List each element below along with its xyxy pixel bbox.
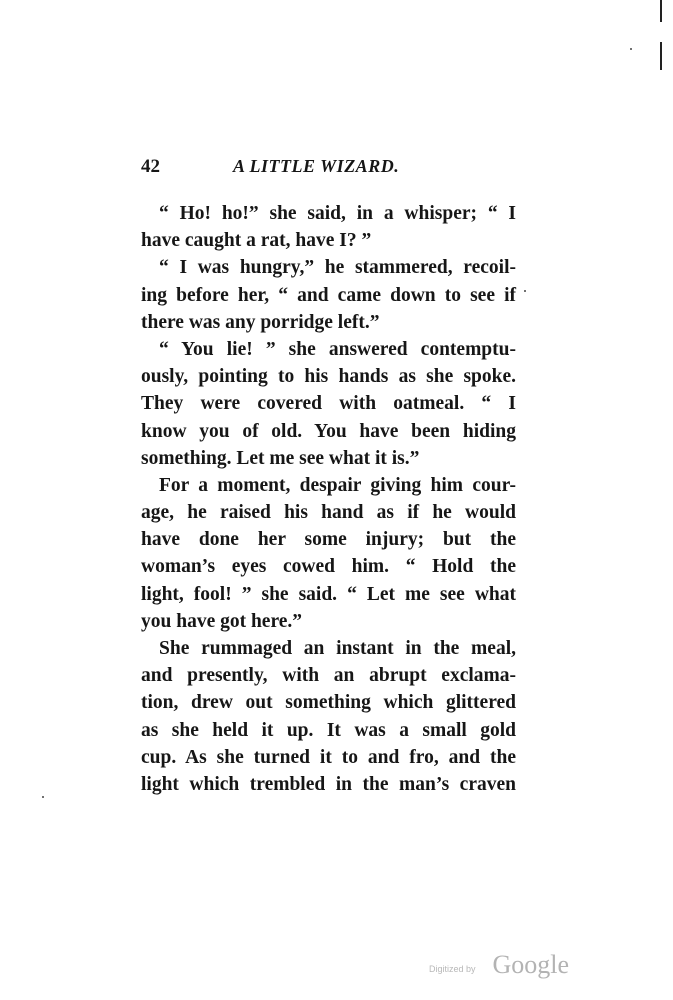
text-line: something. Let me see what it is.”: [141, 447, 420, 469]
text-line: cup. As she turned it to and fro, and the: [141, 746, 516, 768]
dust-speck: [42, 796, 44, 798]
text-line: ing before her, “ and came down to see if: [141, 284, 516, 306]
text-line: For a moment, despair giving him cour-: [159, 474, 516, 496]
digitized-by-google-watermark: [429, 950, 569, 980]
dust-speck: [524, 290, 526, 292]
body-text: [141, 200, 516, 798]
dust-speck: [630, 48, 632, 50]
text-line: light, fool! ” she said. “ Let me see what: [141, 583, 516, 605]
google-logo: Google: [492, 950, 569, 979]
text-line: light which trembled in the man’s craven: [141, 773, 516, 795]
running-title: A LITTLE WIZARD.: [233, 156, 400, 176]
text-line: and presently, with an abrupt exclama-: [141, 665, 516, 687]
text-line: “ I was hungry,” he stammered, recoil-: [159, 257, 516, 279]
text-line: you have got here.”: [141, 610, 303, 632]
text-line: have done her some injury; but the: [141, 529, 516, 551]
text-line: know you of old. You have been hiding: [141, 420, 516, 442]
page-header: [141, 156, 516, 186]
page-edge-line-middle: [660, 42, 662, 70]
text-line: tion, drew out something which glittered: [141, 692, 516, 714]
text-line: They were covered with oatmeal. “ I: [141, 393, 516, 415]
page-number: 42: [141, 156, 160, 177]
text-line: ously, pointing to his hands as she spoke.: [141, 366, 516, 388]
text-line: as she held it up. It was a small gold: [141, 719, 516, 741]
text-line: She rummaged an instant in the meal,: [159, 638, 516, 659]
watermark-prefix: Digitized by: [429, 964, 476, 974]
text-line: woman’s eyes cowed him. “ Hold the: [141, 556, 516, 578]
text-line: have caught a rat, have I? ”: [141, 230, 372, 252]
page-edge-line-top: [660, 0, 662, 22]
text-line: “ You lie! ” she answered contemptu-: [159, 338, 516, 360]
text-line: there was any porridge left.”: [141, 311, 380, 333]
text-line: age, he raised his hand as if he would: [141, 502, 516, 524]
text-line: “ Ho! ho!” she said, in a whisper; “ I: [159, 203, 516, 224]
